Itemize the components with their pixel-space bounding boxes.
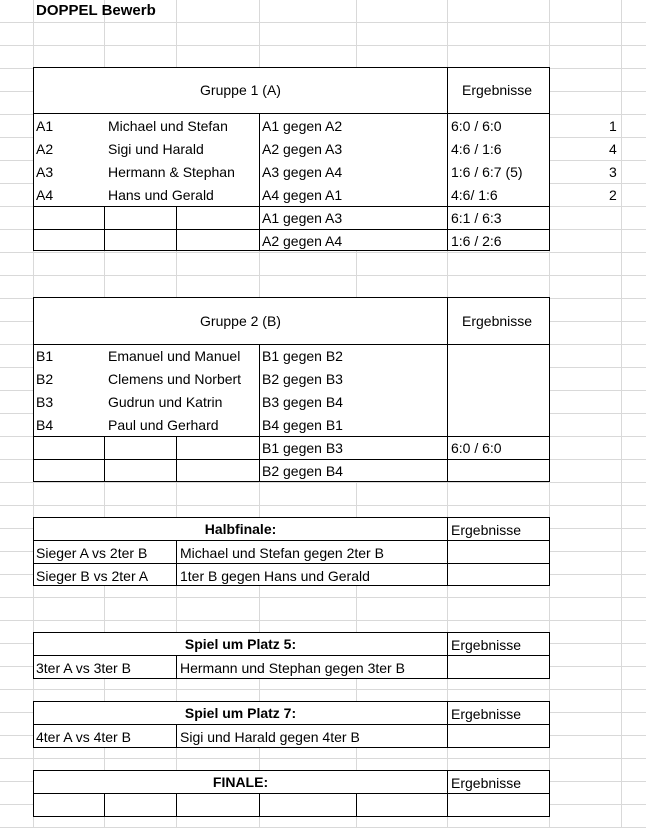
group1-row-result[interactable]: 1:6 / 6:7 (5): [451, 164, 523, 180]
group2-row-match: B4 gegen B1: [262, 417, 343, 433]
platz7-header: Spiel um Platz 7:: [184, 705, 297, 721]
group1-results-header: Ergebnisse: [462, 82, 533, 98]
halbfinale-results-header: Ergebnisse: [451, 522, 522, 538]
group1-row-match: A3 gegen A4: [262, 164, 343, 180]
halbfinale-row-label: Sieger B vs 2ter A: [36, 568, 149, 584]
platz7-row-match: Sigi und Harald gegen 4ter B: [180, 729, 360, 745]
group1-header: Gruppe 1 (A): [200, 82, 281, 98]
group1-row-team: Hans und Gerald: [108, 187, 214, 203]
platz5-row-label: 3ter A vs 3ter B: [36, 660, 131, 676]
group2-header: Gruppe 2 (B): [200, 313, 281, 329]
group2-row-id: B3: [36, 394, 54, 410]
group1-row-match: A2 gegen A3: [262, 141, 343, 157]
halbfinale-row-match: 1ter B gegen Hans und Gerald: [180, 568, 370, 584]
group1-row-result[interactable]: 1:6 / 2:6: [451, 233, 502, 249]
group1-row-team: Michael und Stefan: [108, 118, 228, 134]
group1-row-id: A1: [36, 118, 54, 134]
group1-row-rank: 3: [609, 164, 617, 180]
group1-row-result[interactable]: 6:0 / 6:0: [451, 118, 502, 134]
finale-header: FINALE:: [212, 774, 269, 790]
group2-row-id: B4: [36, 417, 54, 433]
group1-row-team: Hermann & Stephan: [108, 164, 235, 180]
group1-row-result[interactable]: 4:6/ 1:6: [451, 187, 498, 203]
group1-row-match: A4 gegen A1: [262, 187, 343, 203]
group2-row-team: Gudrun und Katrin: [108, 394, 223, 410]
platz5-header: Spiel um Platz 5:: [184, 636, 297, 652]
group2-row-result[interactable]: 6:0 / 6:0: [451, 440, 502, 456]
group1-row-result[interactable]: 4:6 / 1:6: [451, 141, 502, 157]
group2-results-header: Ergebnisse: [462, 313, 533, 329]
group2-row-team: Emanuel und Manuel: [108, 348, 241, 364]
platz5-results-header: Ergebnisse: [451, 637, 522, 653]
group1-row-rank: 4: [609, 141, 617, 157]
group1-row-id: A3: [36, 164, 54, 180]
group2-row-team: Paul und Gerhard: [108, 417, 219, 433]
group1-row-rank: 2: [609, 187, 617, 203]
halbfinale-row-match: Michael und Stefan gegen 2ter B: [180, 545, 384, 561]
group1-row-rank: 1: [609, 118, 617, 134]
group2-row-match: B3 gegen B4: [262, 394, 343, 410]
group2-row-id: B2: [36, 371, 54, 387]
halbfinale-header: Halbfinale:: [204, 521, 277, 537]
platz7-results-header: Ergebnisse: [451, 706, 522, 722]
group1-row-match: A1 gegen A2: [262, 118, 343, 134]
group2-row-match: B1 gegen B2: [262, 348, 343, 364]
group1-row-match: A1 gegen A3: [262, 210, 343, 226]
group1-row-id: A4: [36, 187, 54, 203]
group2-row-match: B2 gegen B4: [262, 463, 343, 479]
group1-row-id: A2: [36, 141, 54, 157]
group1-row-result[interactable]: 6:1 / 6:3: [451, 210, 502, 226]
halbfinale-row-label: Sieger A vs 2ter B: [36, 545, 148, 561]
group1-row-team: Sigi und Harald: [108, 141, 204, 157]
group1-row-match: A2 gegen A4: [262, 233, 343, 249]
group2-row-id: B1: [36, 348, 54, 364]
page-title: DOPPEL Bewerb: [36, 2, 156, 19]
finale-results-header: Ergebnisse: [451, 775, 522, 791]
group2-row-match: B2 gegen B3: [262, 371, 343, 387]
group2-row-team: Clemens und Norbert: [108, 371, 242, 387]
group2-row-match: B1 gegen B3: [262, 440, 343, 456]
platz5-row-match: Hermann und Stephan gegen 3ter B: [180, 660, 405, 676]
platz7-row-label: 4ter A vs 4ter B: [36, 729, 131, 745]
